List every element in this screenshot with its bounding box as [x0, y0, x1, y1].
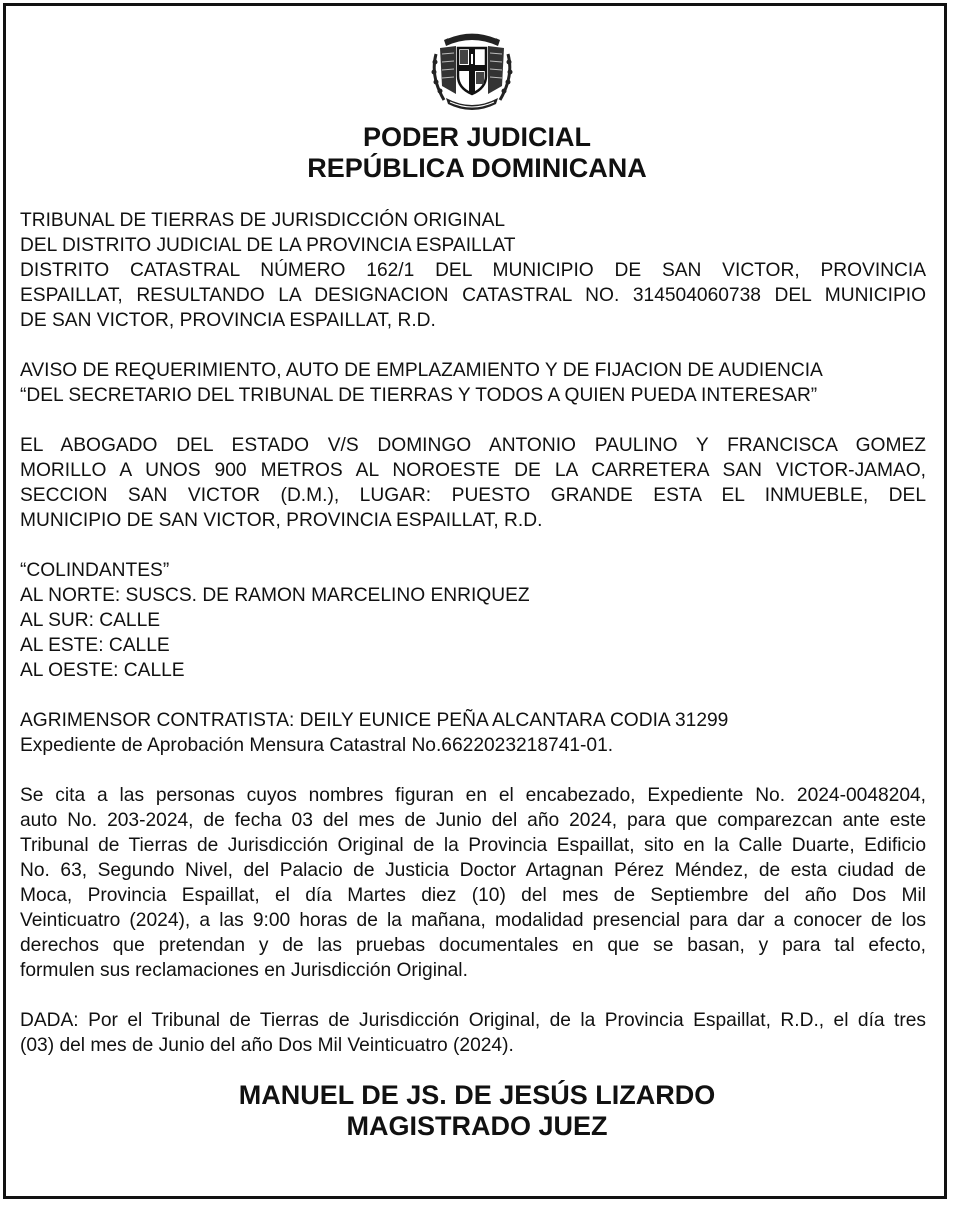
- page-title-line-1: PODER JUDICIAL: [362, 122, 592, 152]
- boundary-south: AL SUR: CALLE: [20, 610, 161, 631]
- boundary-west: AL OESTE: CALLE: [20, 660, 185, 681]
- summons-block: [20, 783, 926, 983]
- summons-line-1: Se cita a las personas cuyos nombres figuran en el encabezado, Expediente No. 2024-0048204,: [20, 785, 926, 806]
- summons-line-4: No. 63, Segundo Nivel, del Palacio de Justicia Doctor Artagnan Pérez Méndez, de esta ciudad de: [20, 860, 926, 881]
- parties-line-1: EL ABOGADO DEL ESTADO V/S DOMINGO ANTONIO PAULINO Y FRANCISCA GOMEZ: [20, 435, 926, 456]
- summons-line-8: formulen sus reclamaciones en Jurisdicción Original.: [20, 960, 468, 981]
- summons-line-5: Moca, Provincia Espaillat, el día Martes diez (10) del mes de Septiembre del año Dos Mil: [20, 885, 926, 906]
- parties-block: [20, 433, 926, 533]
- court-line-3: DISTRITO CATASTRAL NÚMERO 162/1 DEL MUNICIPIO DE SAN VICTOR, PROVINCIA: [20, 260, 926, 281]
- court-line-5: DE SAN VICTOR, PROVINCIA ESPAILLAT, R.D.: [20, 310, 436, 331]
- given-line-2: (03) del mes de Junio del año Dos Mil Veinticuatro (2024).: [20, 1035, 514, 1056]
- surveyor-line-1: AGRIMENSOR CONTRATISTA: DEILY EUNICE PEÑA ALCANTARA CODIA 31299: [20, 710, 729, 731]
- given-line-1: DADA: Por el Tribunal de Tierras de Jurisdicción Original, de la Provincia Espaillat, R.D., el día tres: [20, 1010, 926, 1031]
- surveyor-block: [20, 708, 926, 758]
- coat-of-arms-icon: [430, 24, 514, 112]
- court-line-4: ESPAILLAT, RESULTANDO LA DESIGNACION CATASTRAL NO. 314504060738 DEL MUNICIPIO: [20, 285, 926, 306]
- parties-line-3: SECCION SAN VICTOR (D.M.), LUGAR: PUESTO GRANDE ESTA EL INMUEBLE, DEL: [20, 485, 926, 506]
- court-block: [20, 208, 926, 333]
- boundary-east: AL ESTE: CALLE: [20, 635, 170, 656]
- notice-line-1: AVISO DE REQUERIMIENTO, AUTO DE EMPLAZAMIENTO Y DE FIJACION DE AUDIENCIA: [20, 360, 823, 381]
- summons-line-7: derechos que pretendan y de las pruebas documentales en que se basan, y para tal efecto,: [20, 935, 926, 956]
- court-line-2: DEL DISTRITO JUDICIAL DE LA PROVINCIA ESPAILLAT: [20, 235, 516, 256]
- page-title-line-2: REPÚBLICA DOMINICANA: [307, 153, 647, 183]
- summons-line-6: Veinticuatro (2024), a las 9:00 horas de la mañana, modalidad presencial para dar a conocer de los: [20, 910, 926, 931]
- given-block: [20, 1008, 926, 1058]
- notice-line-2: “DEL SECRETARIO DEL TRIBUNAL DE TIERRAS Y TODOS A QUIEN PUEDA INTERESAR”: [20, 385, 818, 406]
- boundaries-title: “COLINDANTES”: [20, 560, 170, 581]
- boundaries-block: [20, 558, 926, 683]
- parties-line-4: MUNICIPIO DE SAN VICTOR, PROVINCIA ESPAILLAT, R.D.: [20, 510, 543, 531]
- surveyor-line-2: Expediente de Aprobación Mensura Catastral No.6622023218741-01.: [20, 735, 614, 756]
- signatory-name: MANUEL DE JS. DE JESÚS LIZARDO: [238, 1080, 716, 1110]
- boundary-north: AL NORTE: SUSCS. DE RAMON MARCELINO ENRIQUEZ: [20, 585, 530, 606]
- notice-block: [20, 358, 926, 408]
- parties-line-2: MORILLO A UNOS 900 METROS AL NOROESTE DE LA CARRETERA SAN VICTOR-JAMAO,: [20, 460, 926, 481]
- signatory-title: MAGISTRADO JUEZ: [346, 1111, 608, 1141]
- court-line-1: TRIBUNAL DE TIERRAS DE JURISDICCIÓN ORIGINAL: [20, 210, 506, 231]
- summons-line-2: auto No. 203-2024, de fecha 03 del mes de Junio del año 2024, para que comparezcan ante este: [20, 810, 926, 831]
- summons-line-3: Tribunal de Tierras de Jurisdicción Original de la Provincia Espaillat, sito en la Calle Duarte, Edificio: [20, 835, 926, 856]
